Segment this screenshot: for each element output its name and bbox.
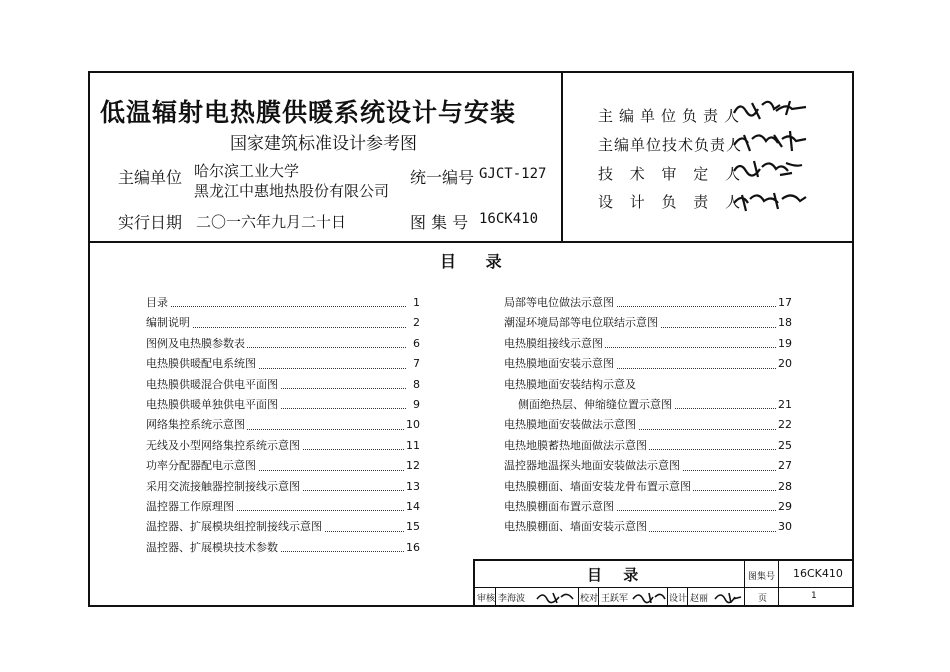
effective-date: 二〇一六年九月二十日 [196,213,347,231]
toc-item-title: 电热膜地面安装示意图 [504,354,616,374]
toc-item[interactable] [504,497,792,517]
toc-item[interactable] [504,293,792,313]
unified-no: GJCT-127 [479,166,547,182]
toc-item-page: 18 [776,313,792,333]
toc-item-page: 14 [404,497,420,517]
toc-item[interactable] [504,334,792,354]
atlas-no-label: 图 集 号 [410,213,469,232]
toc-item-title: 电热膜地面安装结构示意及 [504,375,638,395]
toc-item-page: 15 [404,517,420,537]
toc-item-title: 温控器工作原理图 [146,497,236,517]
toc-item[interactable] [146,456,420,476]
toc-item-title: 电热膜棚面、墙面安装龙骨布置示意图 [504,477,693,497]
toc-item[interactable] [504,436,792,456]
toc-item[interactable] [146,334,420,354]
toc-item[interactable] [146,313,420,333]
toc-item-title: 局部等电位做法示意图 [504,293,616,313]
header-bottom-rule [90,241,852,243]
editor-unit-label: 主编单位 [118,168,183,187]
subtitle: 国家建筑标准设计参考图 [230,134,417,154]
toc-item-title: 温控器地温探头地面安装做法示意图 [504,456,682,476]
responsible-tech: 主编单位技术负责人 [598,136,743,154]
toc-item-page: 30 [776,517,792,537]
toc-item-page: 6 [411,334,420,354]
header-divider [561,73,563,241]
toc-item-title: 电热膜棚面、墙面安装示意图 [504,517,649,537]
title-block-checker-signature-image [631,589,667,605]
signature-2-image [730,125,810,155]
toc-heading: 目 录 [440,252,514,271]
signature-3-image [730,155,810,185]
toc-item[interactable] [146,436,420,456]
responsible-approver: 技 术 审 定 人 [598,165,747,183]
signature-1-image [730,95,810,125]
title-block-check-label: 校对 [580,594,599,604]
responsible-designer: 设 计 负 责 人 [598,193,747,211]
toc-item-title: 无线及小型网络集控系统示意图 [146,436,302,456]
toc-item-title: 侧面绝热层、伸缩缝位置示意图 [504,395,674,415]
toc-item-page: 20 [776,354,792,374]
toc-item[interactable] [504,354,792,374]
toc-item-title: 编制说明 [146,313,192,333]
toc-item[interactable] [504,313,792,333]
title-block-reviewer-signature-image [535,589,577,605]
toc-item-title: 电热膜地面安装做法示意图 [504,415,638,435]
toc-item-page: 13 [404,477,420,497]
toc-item-title: 电热地膜蓄热地面做法示意图 [504,436,649,456]
toc-item[interactable] [146,538,420,558]
toc-item-page: 2 [411,313,420,333]
toc-item-page: 17 [776,293,792,313]
toc-item[interactable] [504,395,792,415]
toc-item[interactable] [504,415,792,435]
toc-item-page: 19 [776,334,792,354]
toc-item[interactable] [146,415,420,435]
toc-item-page: 28 [776,477,792,497]
atlas-no: 16CK410 [479,211,539,227]
toc-item[interactable] [146,395,420,415]
toc-item-page: 21 [776,395,792,415]
toc-item-title: 电热膜棚面布置示意图 [504,497,616,517]
toc-item-title: 目录 [146,293,170,313]
signature-4-image [730,185,810,215]
toc-item-page: 1 [411,293,420,313]
title-block-atlas-no: 16CK410 [793,567,843,580]
toc-item-page: 27 [776,456,792,476]
title-block-checker: 王跃军 [601,594,629,604]
drawing-frame [88,71,854,607]
title-block-review-label: 审核 [477,594,496,604]
editor-unit-1: 哈尔滨工业大学 [194,162,300,180]
toc-left-column [146,293,420,558]
toc-item-title: 采用交流接触器控制接线示意图 [146,477,302,497]
toc-item-title: 电热膜供暖混合供电平面图 [146,375,280,395]
toc-item[interactable] [504,477,792,497]
title-block-page-label: 页 [758,594,768,604]
toc-item[interactable] [146,293,420,313]
toc-item-page: 25 [776,436,792,456]
effective-date-label: 实行日期 [118,213,183,232]
title-block-page: 1 [811,591,817,601]
toc-item-title: 温控器、扩展模块技术参数 [146,538,280,558]
toc-item[interactable] [504,375,792,395]
toc-item-page: 16 [404,538,420,558]
toc-item-page: 10 [404,415,420,435]
title-block-sheet-title: 目 录 [587,566,647,584]
toc-item-page: 9 [411,395,420,415]
responsible-editor-unit: 主编单位负责人 [598,107,746,125]
title-block-reviewer: 李海波 [498,594,526,604]
toc-item-title: 电热膜供暖配电系统图 [146,354,258,374]
toc-item-title: 电热膜供暖单独供电平面图 [146,395,280,415]
toc-item[interactable] [146,497,420,517]
toc-item-title: 功率分配器配电示意图 [146,456,258,476]
title-block-designer-signature-image [713,589,743,605]
title-block-atlas-label: 图集号 [748,572,776,582]
toc-item-title: 电热膜组接线示意图 [504,334,605,354]
editor-unit-2: 黑龙江中惠地热股份有限公司 [194,182,390,200]
toc-item-page: 11 [404,436,420,456]
toc-item[interactable] [504,517,792,537]
toc-item-title: 温控器、扩展模块组控制接线示意图 [146,517,324,537]
toc-right-column [504,293,792,538]
title-block-design-label: 设计 [669,594,688,604]
toc-item-page: 12 [404,456,420,476]
toc-item-page: 8 [411,375,420,395]
toc-item-title: 图例及电热膜参数表 [146,334,247,354]
toc-item[interactable] [146,517,420,537]
toc-item-page: 22 [776,415,792,435]
toc-item-title: 潮湿环境局部等电位联结示意图 [504,313,660,333]
unified-no-label: 统一编号 [410,168,475,187]
toc-item-title: 网络集控系统示意图 [146,415,247,435]
toc-item[interactable] [504,456,792,476]
main-title: 低温辐射电热膜供暖系统设计与安装 [100,98,517,127]
toc-item-page: 29 [776,497,792,517]
title-block-designer: 赵丽 [690,594,709,604]
toc-item[interactable] [146,375,420,395]
title-block [473,559,854,607]
toc-item-page: 7 [411,354,420,374]
toc-item[interactable] [146,354,420,374]
toc-item[interactable] [146,477,420,497]
